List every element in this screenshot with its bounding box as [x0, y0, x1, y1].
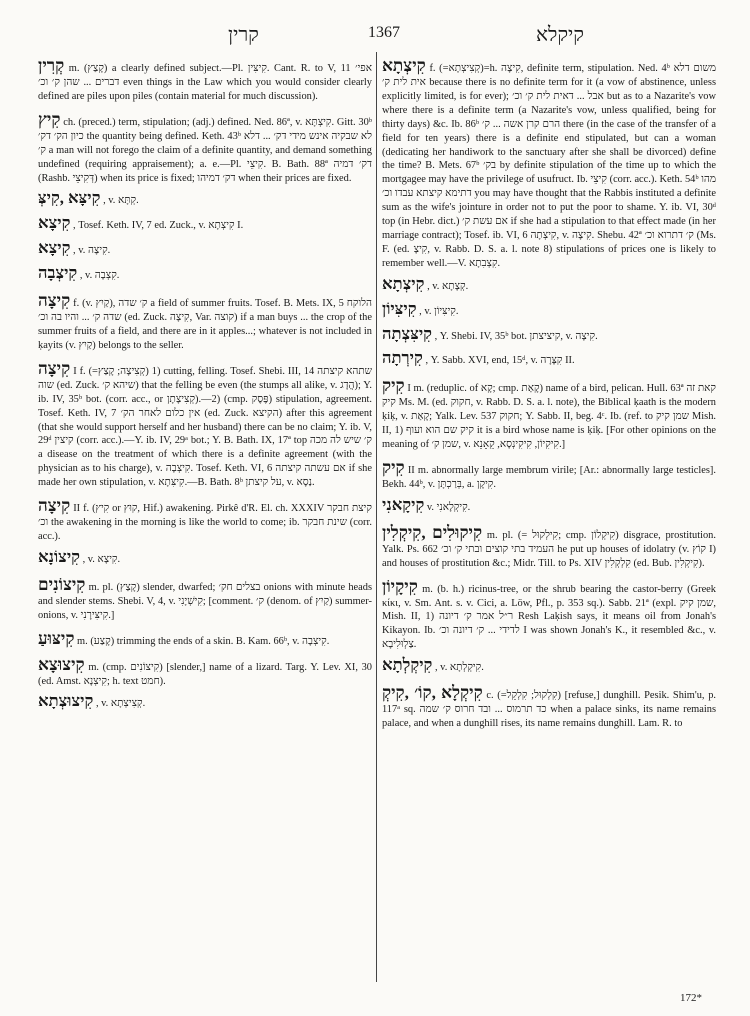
entry-text: f. (=קְצִיצְתָא)=h. קִיצָה, definite term, stipulation. Ned. 4ᵇ משום דלא אית לית ק׳ because there is no definite term for it (a vow of abstinence, unless explicitly limited, is for ever); אבל ... דאית לית ק׳ וכ׳ but as to a Nazarite's vow where there is a definite term (a Nazarite's vow, unless qualified, being for thirty days) &c. Ib. 86ᵇ הרם קרן אשה ... ק׳ there (in the case of the transfer of a field for ten years) there is a definite end stipulated, but can a woman (dedicating her handiwork to the sanctuary after she shall be divorced) define the time? B. Mets. 67ᵇ בק׳ by definite stipulation of the time up to which the mortgagee may have the privilege of usufruct. Ib. קִיצֵי (corr. acc.). Keth. 54ᵇ מהו דתימא קיצתא עבדו וכ׳ you may have thought that the Rabbis instituted a definite sum as the wife's jointure in order not to put the poor to shame. Y. ib. VI, 30ᵈ top (in Hebr. dict.) אם עשת ק׳ if she had a stipulation to that effect made (in her marriage contract); Tosef. ib. VI, 6 קִיצְתָה, v. קִיצָה. Shebu. 42ª ק׳ דתרוא וכ׳ (Ms. F. (ed. קִיצָ, v. Rabb. D. S. a. l. note 8) stipulations of prices one is likely to remember well.—V. קִצְבִתָא.: [382, 63, 717, 269]
entry-text: , v. קִיקְלְתָא.: [434, 662, 484, 674]
entry-text: II m. abnormally large membrum virile; [Ar.: abnormally large testicles]. Bekh. 44ᵇ, v. בְּרַכְתָּן, a. קִיקָן.: [382, 464, 716, 490]
entry-text: II f. (קִיץ or קוּץ, Hif.) awakening. Pirkê d'R. El. ch. XXXIV קיצת חבקר וכ׳ the awakening in the morning is like the world to come; ib. שינת חבקר (corr. acc.).: [38, 503, 372, 542]
columns: [38, 56, 728, 1006]
entry-text: m. (b. h.) ricinus-tree, or the shrub bearing the castor-berry (Greek κίκι, v. Sm. Ant. s. v. Cici, a. Löw, Pfl., p. 353 sq.). Sabb. 21ª (expl. שמן קיק, Mish. II, 1) ר״ל אמר ק׳ דיונה Resh Laḳish says, it means oil from Jonah's Kikayon. Ib. לדידי ... ק׳ דיונה וכ׳ I was shown Jonah's K., it resembled &c., v. צַלְוּלִיבָא.: [382, 583, 717, 651]
entry-text: I f. (=קְצִיצָה; קָצַץ) 1) cutting, felling. Tosef. Shebi. III, 14 שתהא קיצתה שוה (ed. Zuck. שיהא ק׳) that the felling be even (the stumps all alike, v. הֲדָג); Y. ib. IV, 35ᵇ bot. (corr. acc., or קְצִיצָתָן).—2) (cmp. פֶּסֶק) stipulation, agreement. Tosef. Keth. IV, 7 אין כלום לאחר הק׳ (ed. Zuck. הקיצא) after this agreement (that she would support herself and her husband) there can be no claim; Y. ib. V, 29ᵈ קיצין (corr. acc.).—Y. ib. IV, 29ᵃ bot.; Y. B. Bath. IX, 17ª top ק׳ שיש לה מכה a disease on the treatment of which there is a definite agreement (with the physician as to his charge), v. קִיצְבָה. Tosef. Keth. VI, 6 אם עשתה קיצתה if she made her own stipulation, v. קִיצִּתָא.—B. Bath. 8ᵇ על קיצתן, v. נַסָא.: [38, 365, 373, 489]
running-head-left: קרין: [228, 24, 259, 46]
dictionary-entry: [382, 56, 716, 271]
headword: קִיצָּא ,קִיצְּ: [38, 188, 101, 208]
headword: קִיקָאנִי: [382, 494, 425, 514]
headword: קִיץ: [38, 109, 61, 129]
dictionary-entry: [382, 323, 716, 344]
dictionary-entry: [38, 56, 372, 104]
headword: קִיצְתָא: [382, 56, 426, 75]
dictionary-entry: [382, 494, 716, 515]
headword: קִיצוֹנָא: [38, 546, 80, 566]
column-divider: [376, 52, 377, 982]
headword: קְרִין: [38, 56, 65, 75]
running-head-right: קיקלא: [536, 24, 585, 46]
headword: קִיצִּיוֹן: [382, 298, 417, 318]
headword: קִיקְלָא ,קוֹ׳ ,קִיקְ: [382, 683, 483, 703]
dictionary-entry: [38, 291, 372, 353]
dictionary-entry: [38, 546, 372, 567]
headword: קִיצוֹנִים: [38, 574, 86, 594]
dictionary-entry: [38, 359, 372, 490]
dictionary-entry: [382, 273, 716, 294]
dictionary-entry: [38, 629, 372, 649]
dictionary-entry: [38, 238, 372, 258]
left-column: [38, 56, 372, 719]
headword: קִיקוּלִים ,קִיקְלִין: [382, 522, 483, 542]
entry-text: I m. (reduplic. of קָא; cmp. קָאַת) name of a bird, pelican. Hull. 63ª קאת זה קיק Ms. M. (ed. חקוק, v. Rabb. D. S. a. l. note), the Biblical ḳaath is the modern ḳiḳ, v. קָאַת; Yalk. Lev. 537 חקוק; Y. Sabb. II, beg. 4ᶜ. Ib. (ref. to שמן קיק Mish. II, 1) קיק שם הוא ועוף it is a bird whose name is ḳiḳ. [For other opinions on the meaning of שמן ק׳, v. קִיקִיוֹן, קִיקִינְסָא, קֵאָנֵא.]: [382, 383, 716, 451]
entry-text: , v. קְתָּא.: [103, 195, 139, 207]
entry-text: m. pl. (= קִילְקוּל; cmp. קִיקְלוֹן) disgrace, prostitution. Yalk. Ps. 662 העמיד בתי קוצים ובתי ק׳ וכ׳ he put up houses of idolatry (v. קוֹץ I) and houses of prostitution &c.; Midr. Till. to Ps. XIV קִלְקְלִין (ed. Bub. קִיקְלִין).: [382, 529, 716, 569]
entry-text: , v. קְצִיצְתָא.: [95, 698, 146, 710]
headword: קִיצוּצְתָא: [38, 691, 94, 711]
dictionary-entry: [382, 577, 716, 653]
headword: קִיקְלְתָא: [382, 655, 433, 675]
entry-text: m. pl. (קָצַץ) slender, dwarfed; בצלים חק׳ onions with minute heads and slender stems. Shebi. V, 4, v. קִישְׁיָנִי; [comment. ק׳ (denom. of קַיִץ) summer-onions, v. קִיצִּירָנִי.]: [38, 581, 373, 621]
entry-text: m. (cmp. קִיצוֹנִים) [slender,] name of a lizard. Targ. Y. Lev. XI, 30 (ed. Amst. קִיצְנָא; h. text חמט).: [38, 661, 373, 687]
entry-text: , Tosef. Keth. IV, 7 ed. Zuck., v. קִיצְתָא I.: [73, 220, 244, 232]
running-head: [38, 18, 728, 46]
headword: קִיצָא: [38, 238, 71, 258]
dictionary-entry: [382, 683, 716, 731]
dictionary-entry: [38, 188, 372, 208]
headword: קִיצָה: [38, 358, 71, 378]
headword: קִיצוּצָא: [38, 654, 85, 674]
headword: קִיקָיוֹן: [382, 576, 418, 596]
headword: קִיצִּצְתָה: [382, 323, 432, 343]
dictionary-entry: [382, 348, 716, 368]
dictionary-entry: [382, 655, 716, 675]
entry-text: , v. קִיצָא.: [82, 553, 121, 565]
headword: קִיק: [382, 376, 405, 396]
headword: קִיצְתָא: [382, 273, 425, 293]
entry-text: , v. קִיצִּיוֹן.: [419, 305, 459, 317]
headword: קִיצּוּעַ: [38, 628, 75, 648]
headword: קִיצָה: [38, 291, 71, 311]
dictionary-entry: [38, 213, 372, 233]
entry-text: , Y. Sabb. XVI, end, 15ᵈ, v. קִצָּרָה II.: [425, 355, 575, 367]
dictionary-entry: [382, 298, 716, 319]
entry-text: f. (v. קַיִץ), ק׳ שדה a field of summer fruits. Tosef. B. Mets. IX, 5 הלוקח שדה ק׳ ... והיו בה וכ׳ (ed. Zuck. קִיצָה, Var. קוצה) if a man buys ... the crop of the summer fruits of a field, and there are in it apples...; whatever is not included in ḳayits (v. קַיִץ) belongs to the seller.: [38, 298, 372, 351]
entry-text: , v. קִצְבָה.: [79, 270, 120, 282]
entry-text: , Y. Shebi. IV, 35ᵇ bot. קיציצתן, v. קִיצָה.: [434, 330, 598, 342]
entry-text: m. (קָצַע) trimming the ends of a skin. B. Kam. 66ᵇ, v. קִיצְבָה.: [77, 635, 330, 647]
entry-text: , v. קְצָתָא.: [427, 280, 469, 292]
entry-text: m. (קָצַץ) a clearly defined subject.—Pl. קִיצִּין. Cant. R. to V, 11 אפי׳ דברים ... שהן ק׳ וכ׳ even things in the Law which you would consider clearly defined are piles upon piles (contain material for much discussion).: [38, 63, 372, 102]
entry-text: , v. קִיצָה.: [73, 245, 111, 257]
headword: קִירְתָה: [382, 348, 423, 368]
entry-text: c. (=קִלְקוּל; קִלְקֵל) [refuse,] dunghill. Pesik. Shim'u, p. 117ᵃ sq. כד תרמוס ... ובד חרוס ק׳ שמה when a palace sinks, its name remains palace, and when a dunghill rises, its name remains dunghill. Lam. R. to: [382, 690, 716, 729]
entry-text: ch. (preced.) term, stipulation; (adj.) defined. Ned. 86ª, v. קִיצְתָּא. Gitt. 30ᵇ כיון הק׳ דק׳ the quantity being defined. Keth. 43ᵇ לא שבקיה אינש מידי דק׳ ... דלא ק׳ a man will not forego the claim of a definite quantity, and demand something undefined (requiring appraisement); a. e.—Pl. קִיצֵי. B. Bath. 88ª דק׳ דמיה (Rashb. דְּקִיצֵי) when its price is fixed; דק׳ דמיהו when their prices are fixed.: [38, 116, 372, 184]
signature-mark: 172*: [680, 992, 702, 1004]
dictionary-entry: [38, 691, 372, 711]
headword: קִיצְבָה: [38, 263, 78, 283]
dictionary-entry: [38, 110, 372, 186]
entry-text: v. קִיקְלָאנִי.: [426, 501, 471, 513]
dictionary-entry: [382, 376, 716, 452]
headword: קִיצָא: [38, 213, 71, 233]
page-number: 1367: [368, 24, 400, 41]
dictionary-entry: [38, 496, 372, 544]
dictionary-entry: [38, 655, 372, 689]
dictionary-entry: [38, 263, 372, 283]
dictionary-entry: [38, 575, 372, 623]
headword: קִיצָה: [38, 496, 71, 516]
dictionary-entry: [382, 523, 716, 571]
headword: קִיק: [382, 457, 405, 477]
dictionary-entry: [382, 458, 716, 492]
right-column: [382, 56, 716, 737]
